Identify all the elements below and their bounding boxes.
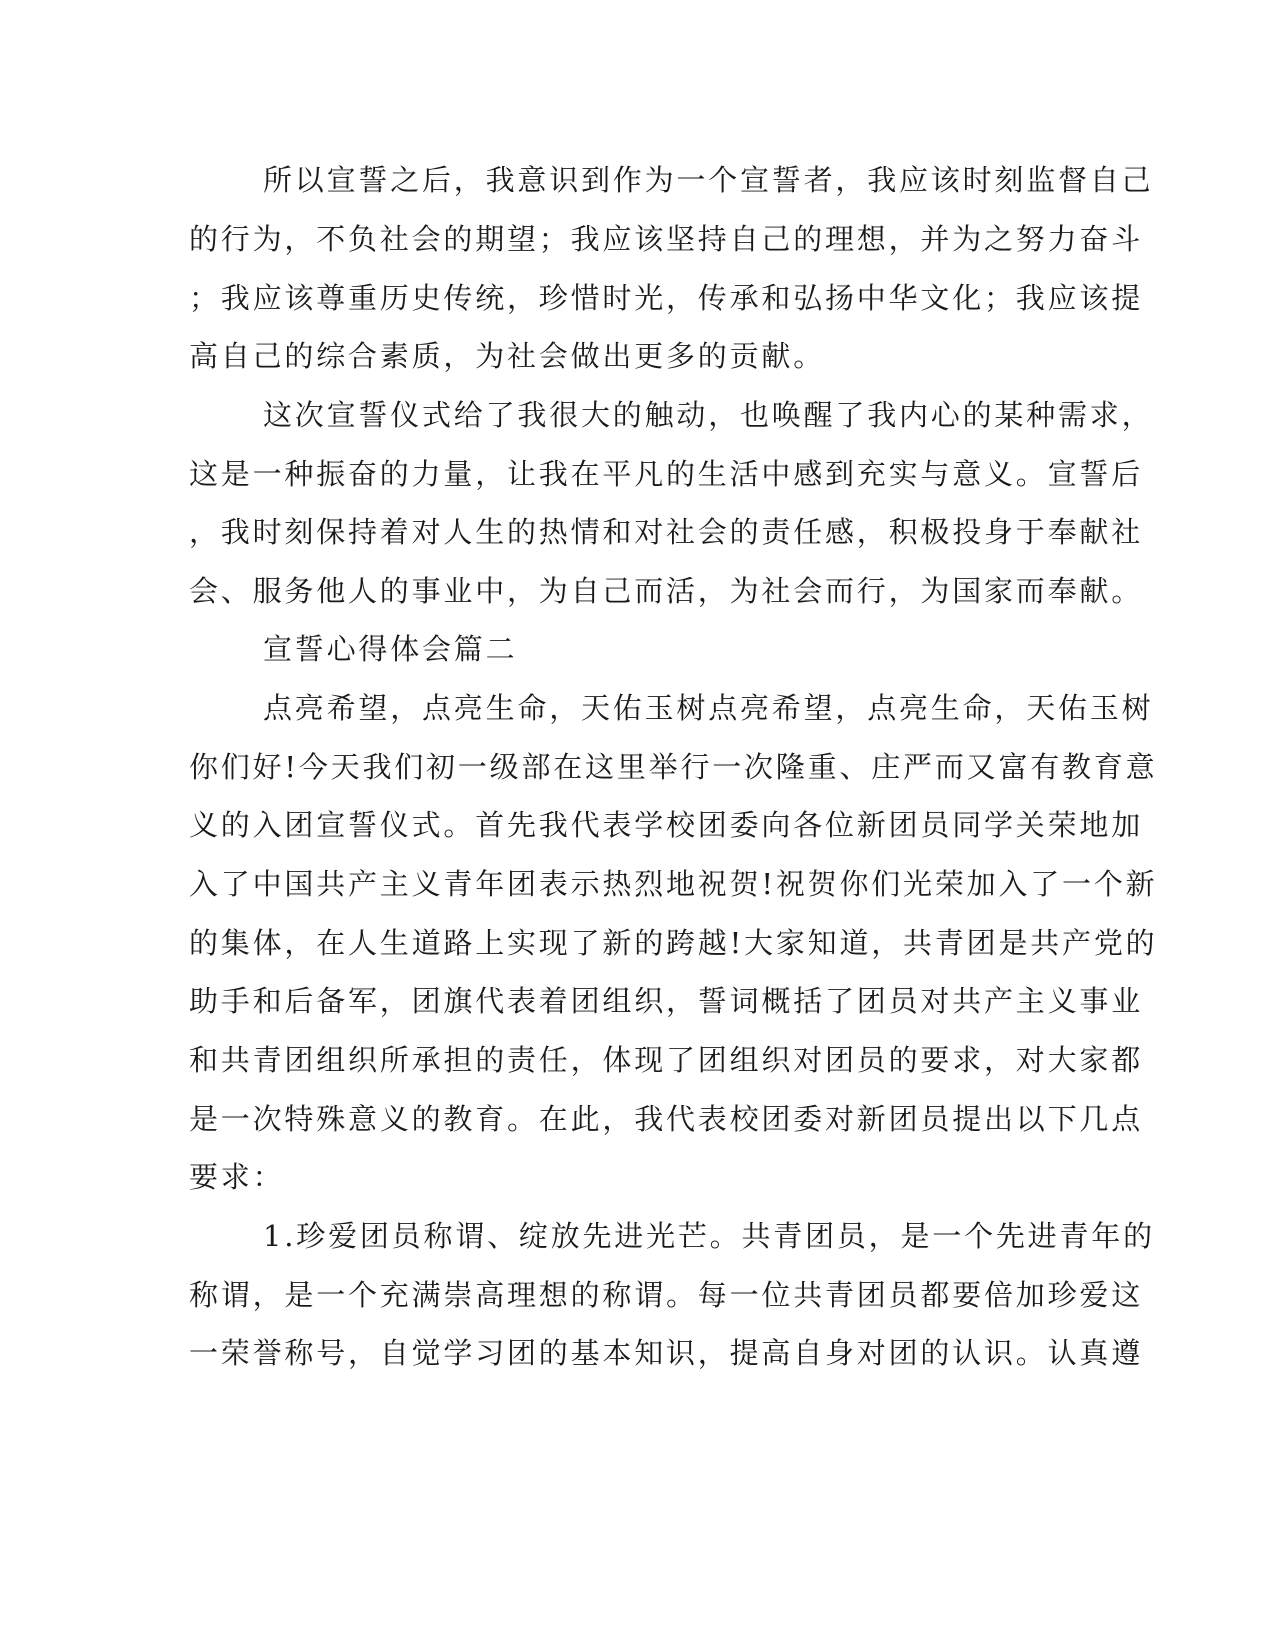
text-line: 的集体，在人生道路上实现了新的跨越!大家知道，共青团是共产党的 [189, 926, 1158, 960]
text-line: 入了中国共产主义青年团表示热烈地祝贺!祝贺你们光荣加入了一个新 [189, 867, 1158, 901]
text-line: 是一次特殊意义的教育。在此，我代表校团委对新团员提出以下几点 [189, 1102, 1144, 1136]
text-line: 你们好!今天我们初一级部在这里举行一次隆重、庄严而又富有教育意 [189, 750, 1158, 784]
text-line: 义的入团宣誓仪式。首先我代表学校团委向各位新团员同学关荣地加 [189, 808, 1144, 842]
section-heading: 宣誓心得体会篇二 [263, 632, 518, 666]
text-line: ；我应该尊重历史传统，珍惜时光，传承和弘扬中华文化；我应该提 [189, 281, 1144, 315]
text-line: 称谓，是一个充满崇高理想的称谓。每一位共青团员都要倍加珍爱这 [189, 1278, 1144, 1312]
text-line: 1.珍爱团员称谓、绽放先进光芒。共青团员，是一个先进青年的 [263, 1219, 1155, 1253]
text-line: 所以宣誓之后，我意识到作为一个宣誓者，我应该时刻监督自己 [263, 163, 1154, 197]
text-line: 这是一种振奋的力量，让我在平凡的生活中感到充实与意义。宣誓后 [189, 457, 1144, 491]
text-line: 和共青团组织所承担的责任，体现了团组织对团员的要求，对大家都 [189, 1043, 1144, 1077]
text-line: 会、服务他人的事业中，为自己而活，为社会而行，为国家而奉献。 [189, 574, 1144, 608]
text-line: 这次宣誓仪式给了我很大的触动，也唤醒了我内心的某种需求， [263, 398, 1154, 432]
text-line: 要求： [189, 1160, 285, 1194]
text-line: ，我时刻保持着对人生的热情和对社会的责任感，积极投身于奉献社 [189, 515, 1144, 549]
text-line: 的行为，不负社会的期望；我应该坚持自己的理想，并为之努力奋斗 [189, 222, 1144, 256]
text-line: 助手和后备军，团旗代表着团组织，誓词概括了团员对共产主义事业 [189, 984, 1144, 1018]
text-line: 高自己的综合素质，为社会做出更多的贡献。 [189, 339, 826, 373]
text-line: 点亮希望，点亮生命，天佑玉树点亮希望，点亮生命，天佑玉树 [263, 691, 1154, 725]
text-line: 一荣誉称号，自觉学习团的基本知识，提高自身对团的认识。认真遵 [189, 1336, 1144, 1370]
